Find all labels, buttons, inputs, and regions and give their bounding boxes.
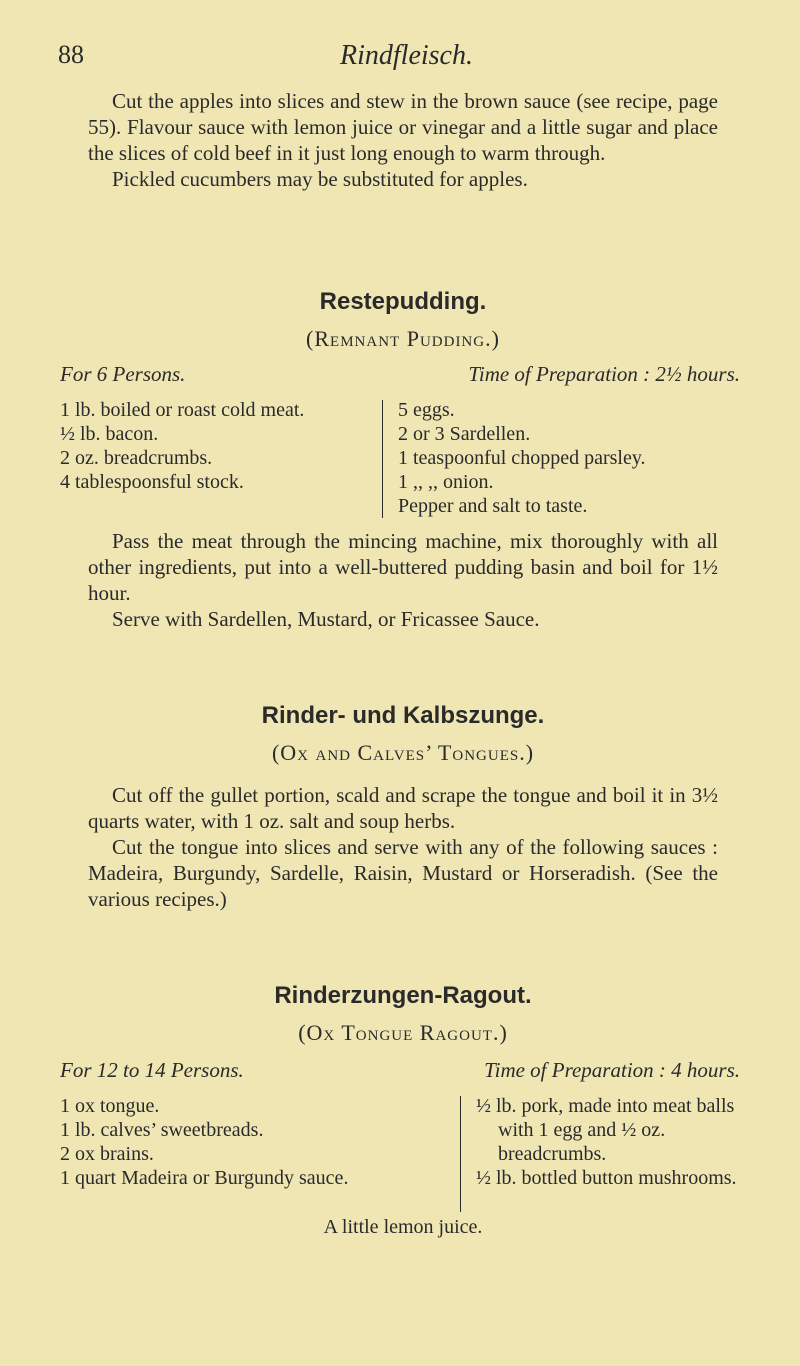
ingredient: 2 or 3 Sardellen. xyxy=(398,423,531,445)
ingredient: 1 ox tongue. xyxy=(60,1095,160,1117)
recipe-title-restepudding: Restepudding. xyxy=(319,288,487,315)
ingredients-left xyxy=(60,398,370,494)
method-paragraph: Serve with Sardellen, Mustard, or Fricassee Sauce. xyxy=(112,607,540,631)
intro-text xyxy=(88,88,718,192)
method-paragraph: Pass the meat through the mincing machine, mix thoroughly with all other ingredients, put into a well-buttered pudding basin and boil for 1½ hour. xyxy=(88,529,718,605)
intro-paragraph-2: Pickled cucumbers may be substituted for apples. xyxy=(112,167,528,191)
method-paragraph: Cut off the gullet portion, scald and scrape the tongue and boil it in 3½ quarts water, with 1 oz. salt and soup herbs. xyxy=(88,783,718,833)
ingredients-right xyxy=(398,398,748,518)
column-divider xyxy=(460,1096,461,1212)
preparation-time: Time of Preparation : 2½ hours. xyxy=(468,362,740,386)
ingredient: ½ lb. bacon. xyxy=(60,423,159,445)
servings: For 6 Persons. xyxy=(60,362,186,386)
ingredient: 4 tablespoonsful stock. xyxy=(60,471,244,493)
intro-paragraph-1: Cut the apples into slices and stew in the brown sauce (see recipe, page 55). Flavour sauce with lemon juice or vinegar and a little sugar and place the slices of cold beef in it just long enough to warm through. xyxy=(88,89,718,165)
ingredient: 1 quart Madeira or Burgundy sauce. xyxy=(60,1167,349,1189)
ingredients-left xyxy=(60,1094,380,1190)
ingredient: 5 eggs. xyxy=(398,399,455,421)
ingredient: ½ lb. pork, made into meat balls with 1 egg and ½ oz. breadcrumbs. xyxy=(476,1095,735,1165)
ingredient-lemon-juice: A little lemon juice. xyxy=(323,1216,483,1238)
recipe-title-rinderzungen-ragout: Rinderzungen-Ragout. xyxy=(274,982,532,1009)
method-tongues xyxy=(88,782,718,912)
recipe-subtitle-tongues: (Ox and Calves’ Tongues.) xyxy=(271,740,535,765)
ingredient: 1 lb. calves’ sweetbreads. xyxy=(60,1119,264,1141)
column-divider xyxy=(382,400,383,518)
ingredients-right xyxy=(476,1094,748,1190)
page-number: 88 xyxy=(58,40,84,69)
ingredient: ½ lb. bottled button mushrooms. xyxy=(476,1167,737,1189)
ingredient: 2 oz. breadcrumbs. xyxy=(60,447,213,469)
ingredient: 1 ,, ,, onion. xyxy=(398,471,494,493)
method-restepudding xyxy=(88,528,718,632)
method-paragraph: Cut the tongue into slices and serve with any of the following sauces : Madeira, Burgundy, Sardelle, Raisin, Mustard or Horseradish. (See the various recipes.) xyxy=(88,835,718,911)
ingredient: 1 teaspoonful chopped parsley. xyxy=(398,447,646,469)
servings: For 12 to 14 Persons. xyxy=(60,1058,244,1082)
recipe-subtitle-ox-tongue-ragout: (Ox Tongue Ragout.) xyxy=(298,1020,508,1045)
ingredient: 2 ox brains. xyxy=(60,1143,154,1165)
ingredient: 1 lb. boiled or roast cold meat. xyxy=(60,399,305,421)
ingredient: Pepper and salt to taste. xyxy=(398,495,588,517)
running-head: Rindfleisch. xyxy=(340,40,473,71)
preparation-time: Time of Preparation : 4 hours. xyxy=(484,1058,740,1082)
recipe-title-rinder-kalbszunge: Rinder- und Kalbszunge. xyxy=(261,702,545,729)
recipe-subtitle-remnant-pudding: (Remnant Pudding.) xyxy=(306,326,500,351)
